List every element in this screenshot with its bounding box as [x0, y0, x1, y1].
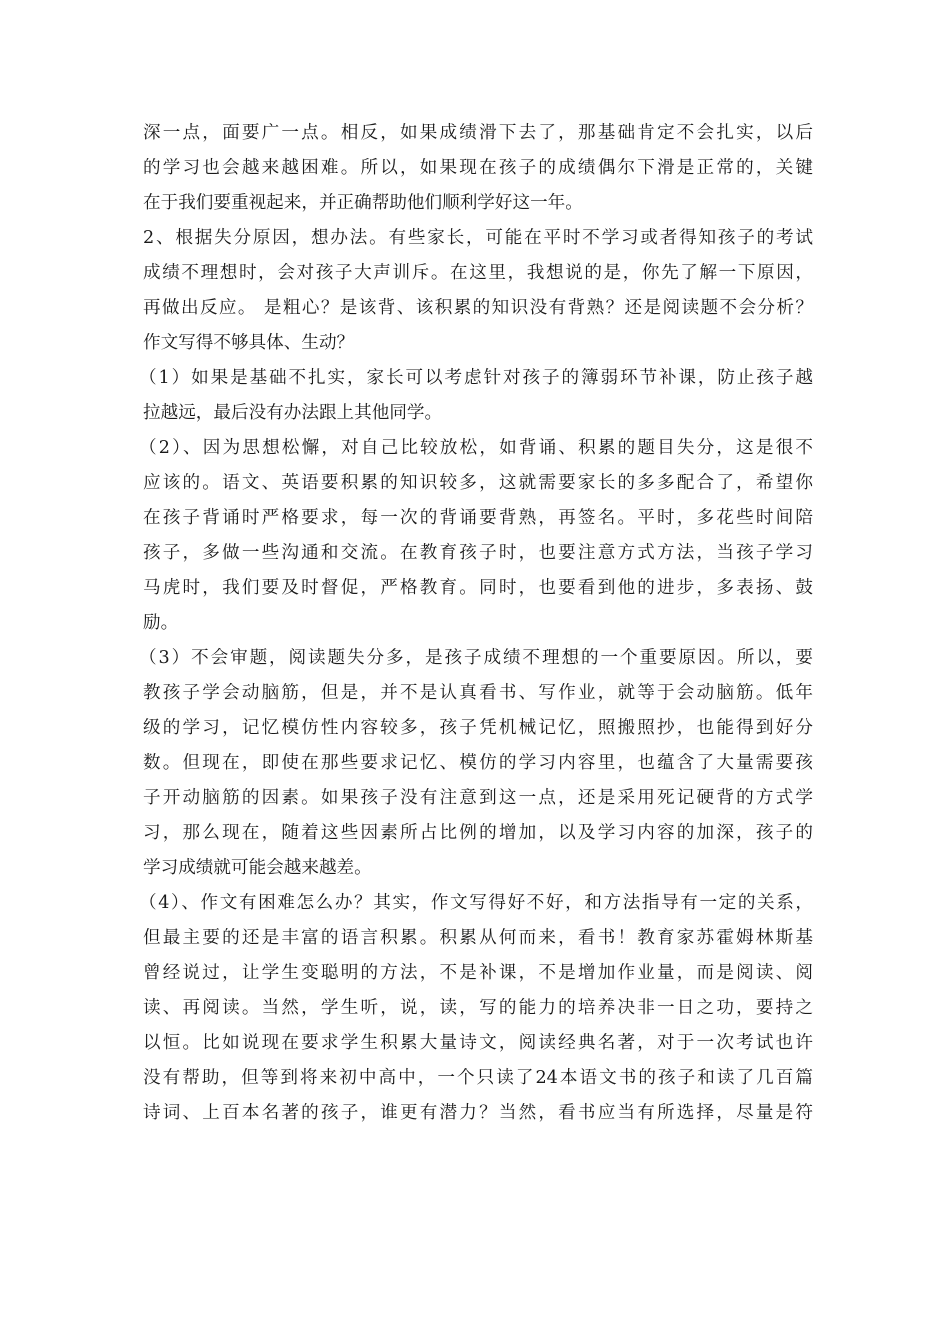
text-line: 的学习也会越来越困难。所以，如果现在孩子的成绩偶尔下滑是正常的，关键 — [143, 158, 813, 178]
text-line: 励。 — [143, 613, 179, 633]
text-line: 在于我们要重视起来，并正确帮助他们顺利学好这一年。 — [143, 193, 583, 213]
text-line: 习，那么现在，随着这些因素所占比例的增加，以及学习内容的加深，孩子的 — [143, 823, 813, 843]
text-line: 再做出反应。 是粗心？是该背、该积累的知识没有背熟？还是阅读题不会分析？ — [143, 298, 813, 318]
text-line: 学习成绩就可能会越来越差。 — [143, 858, 372, 878]
text-line: 但最主要的还是丰富的语言积累。积累从何而来，看书！教育家苏霍姆林斯基 — [143, 928, 813, 948]
text-line: 拉越远，最后没有办法跟上其他同学。 — [143, 403, 443, 423]
text-line: 读、再阅读。当然，学生听，说，读，写的能力的培养决非一日之功，要持之 — [143, 998, 813, 1018]
text-line: 孩子，多做一些沟通和交流。在教育孩子时，也要注意方式方法，当孩子学习 — [143, 543, 813, 563]
text-line: （2）、因为思想松懈，对自己比较放松，如背诵、积累的题目失分，这是很不 — [139, 438, 813, 458]
text-line: （1）如果是基础不扎实，家长可以考虑针对孩子的簿弱环节补课，防止孩子越 — [139, 368, 813, 388]
document-page — [139, 116, 813, 1131]
text-line: 子开动脑筋的因素。如果孩子没有注意到这一点，还是采用死记硬背的方式学 — [143, 788, 813, 808]
text-line: 马虎时，我们要及时督促，严格教育。同时，也要看到他的进步，多表扬、鼓 — [143, 578, 813, 598]
text-line: 作文写得不够具体、生动？ — [143, 333, 355, 353]
text-line: 数。但现在，即使在那些要求记忆、模仿的学习内容里，也蕴含了大量需要孩 — [143, 753, 813, 773]
text-line: 2、根据失分原因，想办法。有些家长，可能在平时不学习或者得知孩子的考试 — [143, 228, 813, 248]
text-line: 成绩不理想时，会对孩子大声训斥。在这里，我想说的是，你先了解一下原因， — [143, 263, 813, 283]
text-line: 深一点，面要广一点。相反，如果成绩滑下去了，那基础肯定不会扎实，以后 — [143, 123, 813, 143]
text-line: 应该的。语文、英语要积累的知识较多，这就需要家长的多多配合了，希望你 — [143, 473, 813, 493]
text-line: 以恒。比如说现在要求学生积累大量诗文，阅读经典名著，对于一次考试也许 — [143, 1033, 813, 1053]
text-line: 在孩子背诵时严格要求，每一次的背诵要背熟，再签名。平时，多花些时间陪 — [143, 508, 813, 528]
text-line: 教孩子学会动脑筋，但是，并不是认真看书、写作业，就等于会动脑筋。低年 — [143, 683, 813, 703]
text-line: 没有帮助，但等到将来初中高中，一个只读了24本语文书的孩子和读了几百篇 — [143, 1068, 813, 1088]
text-line: 级的学习，记忆模仿性内容较多，孩子凭机械记忆，照搬照抄，也能得到好分 — [143, 718, 813, 738]
text-line: （4）、作文有困难怎么办？其实，作文写得好不好，和方法指导有一定的关系， — [139, 893, 813, 913]
text-line: 诗词、上百本名著的孩子，谁更有潜力？当然，看书应当有所选择，尽量是符 — [143, 1103, 813, 1123]
text-line: 曾经说过，让学生变聪明的方法，不是补课，不是增加作业量，而是阅读、阅 — [143, 963, 813, 983]
text-line: （3）不会审题，阅读题失分多，是孩子成绩不理想的一个重要原因。所以，要 — [139, 648, 813, 668]
